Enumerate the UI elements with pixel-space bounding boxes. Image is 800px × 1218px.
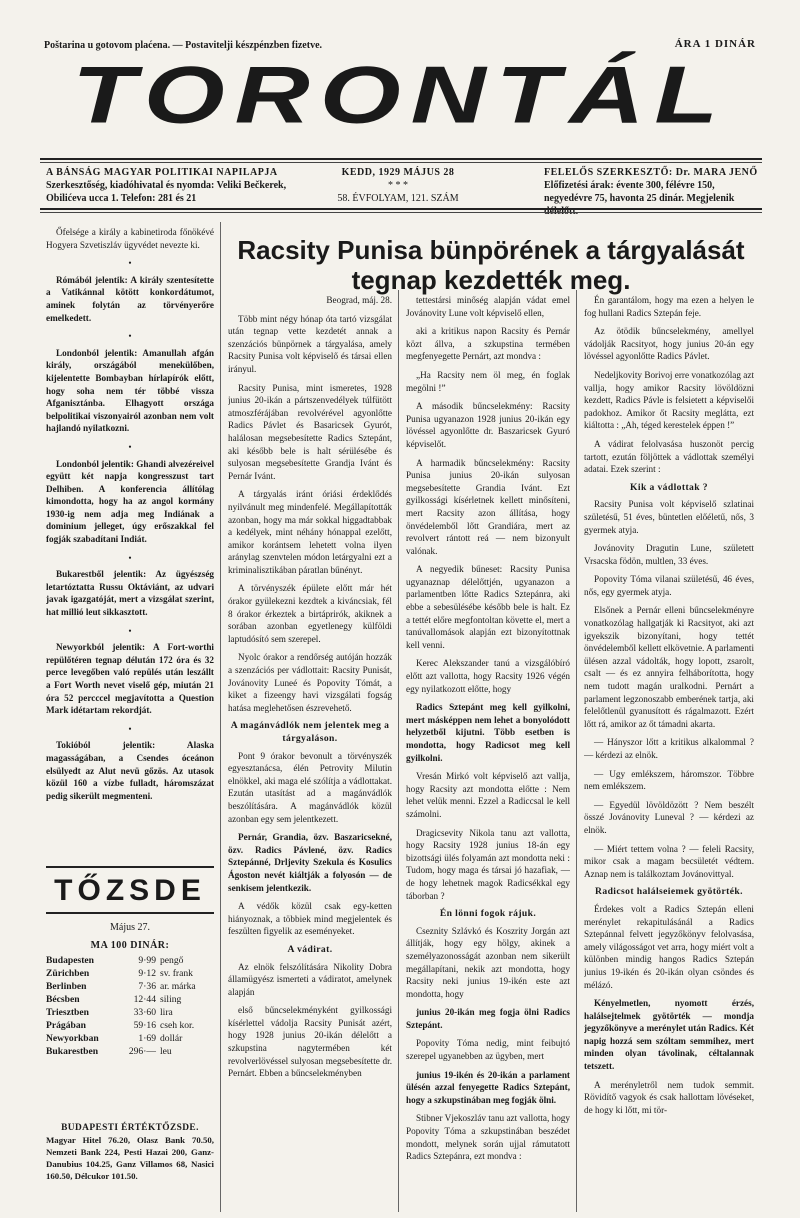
article-bold-paragraph: junius 19-ikén és 20-ikán a parlament ülésén azzal fenyegette Radics Sztepánt, hogy a szkupstinában meg fogják ölni. bbox=[406, 1069, 570, 1105]
budapest-exchange-title: BUDAPESTI ÉRTÉKTŐZSDE. bbox=[61, 1123, 199, 1133]
headline-line-1: Racsity Punisa bünpörének a tárgyalását bbox=[237, 235, 745, 265]
subscription-prices: Előfizetési árak: évente 300, félévre 150, negyedévre 75, havonta 25 dinár. Megjelenik délelőtt. bbox=[544, 180, 735, 217]
article-bold-paragraph: junius 20-ikán meg fogja ölni Radics Sztepánt. bbox=[406, 1007, 570, 1030]
exchange-head: MA 100 DINÁR: bbox=[90, 940, 170, 951]
article-paragraph: A vádirat felolvasása huszonöt percig tartott, ezután följöttek a vádlottak személyi adatai. Ezek szerint : bbox=[584, 438, 754, 475]
subheading: Kik a vádlottak ? bbox=[630, 481, 708, 493]
news-item: Bukarestből jelentik: Az ügyészség letartóztatta Russu Oktáviánt, az udvari javak igazgatóját, mert a vizsgálat szerint, hat millió leut sikkasztott. bbox=[46, 569, 214, 618]
exchange-rule-bottom bbox=[46, 912, 214, 914]
subheading: Én lönni fogok rájuk. bbox=[439, 908, 537, 920]
exchange-title: TŐZSDE bbox=[54, 874, 206, 907]
rate-unit: sv. frank bbox=[160, 968, 193, 979]
rate-row bbox=[46, 1045, 214, 1058]
rate-row bbox=[46, 954, 214, 967]
rate-row bbox=[46, 993, 214, 1006]
article-paragraph: Vresán Mirkó volt képviselő azt vallja, hogy Racsity azt mondotta előtte : Nem lehet velük menni. Ezzel a Radiccsal le kell számolni. bbox=[406, 771, 570, 819]
rate-unit: lira bbox=[160, 1007, 173, 1018]
rate-value: 33·60 bbox=[133, 1007, 156, 1018]
subheading: A magánvádlók nem jelentek meg a tárgyaláson. bbox=[230, 720, 390, 744]
news-item: Őfelsége a király a kabinetiroda főnökévé Hogyera Szvetiszláv ügyvédet nevezte ki. bbox=[46, 227, 214, 250]
article-paragraph: Jovánovity Dragutin Lune, született Vrsacska födön, multlen, 33 éves. bbox=[584, 543, 754, 566]
header-rule bbox=[40, 208, 762, 210]
dateline: Beograd, máj. 28. bbox=[326, 295, 392, 305]
price: ÁRA 1 DINÁR bbox=[674, 38, 756, 50]
article-paragraph: — Miért tettem volna ? — feleli Racsity, mikor csak a magam becsületét védtem. Aznap nem is találkoztam Jovánovittyal. bbox=[584, 843, 754, 879]
article-paragraph: A negyedik bűneset: Racsity Punisa ugyanaznap délelőttjén, ugyanazon a parlamentben lőtte Radics Sztepánra, aki ebbe a sebesülésébe később bele is halt. Ez a tettét előre megfontoltan követte el, mert a tanúvallomások alapján ezt bizonyítottnak kell venni. bbox=[406, 564, 570, 650]
separator-dot: • bbox=[128, 331, 132, 342]
rate-row bbox=[46, 1032, 214, 1045]
column-divider-mid bbox=[398, 290, 399, 1212]
article-paragraph: Cseznity Szlávkó és Koszrity Jorgán azt állítják, hogy egy hölgy, akinek a személyazonosságát azonban nem sikerült megállapítani, nekik azt mondotta, hogy Racsity neki junius 19-ikén este azt mondotta, hogy bbox=[406, 925, 570, 999]
news-item: Londonból jelentik: Ghandi alvezéreivel együtt két napja kongresszust tart Delhiben. A konferencia állítólag kimondotta, hogy ha az angol kormány 1930-ig nem adja meg Indiának a dominium jelleget, úgy erőszakkal fel fogják szabadítani Indiát. bbox=[46, 458, 214, 545]
article-paragraph: „Ha Racsity nem öl meg, én foglak megölni !” bbox=[406, 369, 570, 393]
masthead-rule-thin bbox=[40, 162, 762, 163]
issue-number: 58. ÉVFOLYAM, 121. SZÁM bbox=[337, 193, 459, 204]
article-column-3 bbox=[584, 294, 754, 1212]
separator-dot: • bbox=[128, 258, 132, 269]
rate-city: Prágában bbox=[46, 1020, 86, 1031]
article-paragraph: Racsity Punisa, mint ismeretes, 1928 junius 20-ikán a pártszenvedélyek túlfütött atmoszférájában revolvérével agyonlőtte Radics Pávlet és Basaricsek Gyurót, halálosan megsebesítette Radics Sztepánt, aki később bele is halt sérülésébe és sulyosan megsebesítette Grandja Ivánt és Pernár Ivánt. bbox=[228, 382, 392, 481]
article-column-2 bbox=[406, 294, 570, 1212]
article-bold-paragraph: Kényelmetlen, nyomott érzés, halálsejtelmek gyötörték — mondja jegyzőkönyve a merénylet után Radics. Két napig hozzá sem szóltam semmihez, mert minden olyan távolinak, céltalannak tetszett. bbox=[584, 998, 754, 1072]
article-paragraph: Én garantálom, hogy ma ezen a helyen le fog hullani Radics Sztepán feje. bbox=[584, 295, 754, 318]
article-paragraph: Popovity Tóma nedig, mint feibujtó szerepel ugyanebben az ügyben, mert bbox=[406, 1038, 570, 1062]
rate-unit: leu bbox=[160, 1046, 172, 1057]
article-paragraph: A tárgyalás iránt óriási érdeklődés nyilvánult meg mindenfelé. Megállapították azonban, hogy ma már sokkal higgadtabbak a kedélyek, mint néhány hónappal ezelőtt, amikor korántsem lehetett volna ilyen aránylag szenvtelen módon letárgyalni ezt a kriminalisztikában páratlan bűnényt. bbox=[228, 489, 392, 575]
article-column-1 bbox=[228, 294, 392, 1212]
separator-dot: • bbox=[128, 625, 132, 636]
subheading: Radicsot halálseiemek gyötörték. bbox=[595, 886, 743, 898]
article-paragraph: — Hányszor lőtt a kritikus alkalommal ? — kérdezi az elnök. bbox=[584, 737, 754, 760]
issue-date: KEDD, 1929 MÁJUS 28 bbox=[341, 167, 455, 178]
article-paragraph: Nyolc órakor a rendőrség autóján hozzák a szenzációs per vádlottait: Racsity Punisát, Jovánovity Luneé és Popovity Tómát, a kiket a fizeengy havi vizsgálati fogság hatása meglehetősen észrevehető. bbox=[228, 652, 392, 713]
main-headline bbox=[228, 236, 754, 294]
article-paragraph: Racsity Punisa volt képviselő szlatinai születésű, 51 éves, büntetlen előéletű, nős, 3 gyermek atyja. bbox=[584, 499, 754, 535]
rate-unit: siling bbox=[160, 994, 182, 1005]
header-left bbox=[46, 166, 296, 205]
rate-row bbox=[46, 980, 214, 993]
rate-value: 7·36 bbox=[138, 981, 156, 992]
rate-row bbox=[46, 1019, 214, 1032]
news-item: Londonból jelentik: Amanullah afgán király, országából menekülőben, kijelentette Bombayban hírlapírók előtt, hogy soha nem tér többé vissza Afganisztánba. Elhagyott országa belpolitikai viszonyairól azonban nem volt hajlandó nyilatkozni. bbox=[46, 347, 214, 434]
paper-subtitle: A BÁNSÁG MAGYAR POLITIKAI NAPILAPJA bbox=[46, 167, 278, 178]
exchange-rates-table bbox=[46, 954, 214, 1058]
article-paragraph: Az ötödik bűncselekmény, amellyel vádolják Racsityot, hogy junius 20-án egy lövéssel agyonlőtte Radics Pávlet. bbox=[584, 326, 754, 362]
header-right bbox=[544, 166, 758, 218]
article-paragraph: A törvényszék épülete előtt már hét órakor gyülekezni kezdtek a kiváncsiak, fél 8 órakor érkeztek a birtáprirók, akiknek a sorában azonban egyetlenegy külföldi laptudósító sem szerepel. bbox=[228, 583, 392, 644]
separator-dot: • bbox=[128, 441, 132, 452]
rate-value: 296·— bbox=[128, 1046, 156, 1057]
rate-unit: dollár bbox=[160, 1033, 183, 1044]
article-paragraph: Pont 9 órakor bevonult a törvényszék egyesztanácsa, élén Petrovity Milutin elnökkel, aki maga elé szólítja a vádlottakat. Ezután utasítást ad a magánvádlók beszólítására. A magánvádlók közül azonban egy sem jelentkezett. bbox=[228, 750, 392, 824]
news-briefs-column bbox=[46, 226, 214, 862]
header-stars: * * * bbox=[388, 180, 408, 191]
article-bold-paragraph: Radics Sztepánt meg kell gyilkolni, mert másképpen nem lehet a bonyolódott helyzetből kijutni. Több esetben is mondotta, hogy Radicsot meg kell gyilkolni. bbox=[406, 702, 570, 763]
article-paragraph: Stibner Vjekoszláv tanu azt vallotta, hogy Popovity Tóma a szkupstinában beszédet mondott, melynek során ujjal rámutatott Radics Sztepánra, ezt mondva : bbox=[406, 1113, 570, 1162]
rate-value: 9·99 bbox=[138, 955, 156, 966]
column-divider-left bbox=[220, 222, 221, 1212]
rate-unit: cseh kor. bbox=[160, 1020, 195, 1031]
article-paragraph: — Ugy emlékszem, háromszor. Többre nem emlékszem. bbox=[584, 768, 754, 792]
news-item: Newyorkból jelentik: A Fort-worthi repülőtéren tegnap délután 172 óra és 32 perce levegőben való repülés után leszállt a Fort Worth nevet viselő gép, miután 21 óra 52 percccel megjavította a Question Mark idétartam rekordját. bbox=[46, 642, 214, 716]
rate-value: 1·69 bbox=[138, 1033, 156, 1044]
article-paragraph: aki a kritikus napon Racsity és Pernár közt állva, a szkupstina termében megfenyegette Pernárt, azt mondva : bbox=[406, 326, 570, 362]
headline-line-2: tegnap kezdették meg. bbox=[351, 265, 631, 295]
rate-city: Budapesten bbox=[46, 955, 94, 966]
rate-row bbox=[46, 967, 214, 980]
article-paragraph: A merényletről nem tudok semmit. Rövidítő vagyok és csak hallottam lövéseket, de hogy ki lőtt, mi tör- bbox=[584, 1079, 754, 1115]
rate-city: Berlinben bbox=[46, 981, 87, 992]
news-item: Tokióból jelentik: Alaska magasságában, a Csendes óceánon elsülyedt az Alut nevü gőzös. Az utasok közül 160 a vízbe fulladt, háromszázat pedig sikerült megmenteni. bbox=[46, 740, 214, 801]
article-bold-paragraph: Pernár, Grandia, özv. Baszaricsekné, özv. Radics Pávlené, özv. Radics Sztepánné, Drljevity Szekula és Kosulics Ágoston nevét kiáltják a folyosón — de senkisem jelentkezik. bbox=[228, 832, 392, 893]
separator-dot: • bbox=[128, 723, 132, 734]
masthead-rule bbox=[40, 158, 762, 160]
article-paragraph: Nedeljkovity Borivoj erre vonatkozólag azt vallja, hogy amikor Racsity lövöldözni kezdett, Radics Pávle is felsietett a képviselői padokhoz. Amikor őt Racsity meglátta, ezt kiáltotta : „Ah, téged kerestelek éppen !” bbox=[584, 369, 754, 431]
rate-city: Bukarestben bbox=[46, 1046, 99, 1057]
news-item: Rómából jelentik: A király szentesítette a Vatikánnal kötött konkordátumot, aminek folytán az törvényerőre emelkedett. bbox=[46, 274, 214, 323]
editorial-address: Szerkesztőség, kiadóhivatal és nyomda: Veliki Bečkerek, Obilićeva ucca 1. Telefon: 281 és 21 bbox=[46, 180, 287, 204]
rate-city: Newyorkban bbox=[46, 1033, 99, 1044]
article-paragraph: Több mint négy hónap óta tartó vizsgálat után tegnap vette kezdetét annak a szenzációs bünpörnek a tárgyalása, amely Racsity Punisa volt képviselő és társai ellen irányul. bbox=[228, 313, 392, 374]
article-paragraph: első bűncselekményként gyilkossági kísérlettel vádolja Racsity Punisát azért, hogy 1928 junius 20-ikán délelőtt a szkupstina nagytermében két revolverlövéssel sulyosan megsebesítette dr. Pernárt. Ebben a bűncselekményben bbox=[228, 1005, 392, 1079]
column-divider-right bbox=[576, 290, 577, 1212]
editor-in-chief: FELELŐS SZERKESZTŐ: Dr. MARA JENŐ bbox=[544, 167, 758, 178]
header-middle bbox=[308, 166, 488, 205]
article-paragraph: Az elnök felszólítására Nikolity Dobra államügyész ismerteti a vádiratot, amelynek alapján bbox=[228, 961, 392, 997]
article-paragraph: — Egyedül lövöldözött ? Nem beszélt összé Jovánovity Luneval ? — kérdezi az elnök. bbox=[584, 799, 754, 835]
rate-value: 9·12 bbox=[138, 968, 156, 979]
article-paragraph: Kerec Alekszander tanú a vizsgálóbíró előtt azt vallotta, hogy Racsity 1926 végén egy nyilatkozott előtte, hogy bbox=[406, 658, 570, 694]
exchange-rule-top bbox=[46, 866, 214, 868]
separator-dot: • bbox=[128, 552, 132, 563]
rate-row bbox=[46, 1006, 214, 1019]
rate-city: Bécsben bbox=[46, 994, 80, 1005]
article-paragraph: A harmadik bűncselekmény: Racsity Punisa junius 20-ikán sulyosan megsebesítette Grandia Ivánt. Ezt gyilkossági kísérletnek kellett minősíteni, mert Racsity azon állítása, hogy önvédelemből lőtt Grandiára, mert az revolvert rántott reá — nem bizonyult valónak. bbox=[406, 457, 570, 556]
subheading: A vádirat. bbox=[287, 943, 333, 955]
rate-value: 59·16 bbox=[133, 1020, 156, 1031]
postage-notice: Poštarina u gotovom plaćena. — Postavitelji készpénzben fizetve. bbox=[44, 40, 323, 51]
budapest-exchange bbox=[46, 1122, 214, 1182]
article-paragraph: Dragicsevity Nikola tanu azt vallotta, hogy Racsity 1928 junius 18-án egy bizottsági ülés folyamán azt mondotta neki : Tudom, hogy maga és társai jó hazafiak, — de hogy lehetnek magok Radicsékkal egy táborban ? bbox=[406, 827, 570, 901]
rate-city: Triesztben bbox=[46, 1007, 89, 1018]
budapest-exchange-text: Magyar Hitel 76.20, Olasz Bank 70.50, Nemzeti Bank 224, Pesti Hazai 200, Ganz-Danubius 104.25, Ganz Villamos 68, Nasici 160.50, Délcukor 101.50. bbox=[46, 1135, 214, 1181]
article-paragraph: Popovity Tóma vilanai születésű, 46 éves, nős, egy gyermek atyja. bbox=[584, 574, 754, 597]
rate-value: 12·44 bbox=[133, 994, 156, 1005]
header-rule-thin bbox=[40, 212, 762, 213]
rate-city: Zürichben bbox=[46, 968, 90, 979]
article-paragraph: Elsőnek a Pernár elleni bűncselekményre vonatkozólag hallgatják ki Racsityot, aki azt igyekszik bizonyítani, hogy tettét önvédelemből kellett elkövetnie. A parlamenti ülésen azzal vádolták, hogy lopott, zsarolt, csalt — és ez annyira felháborította, hogy nem tudott magán uralkodni. Pernárt a parlament legzonoszabb emberének tartja, aki felelőtlenül gyanusított és rágalmazott. Ezért lőtt rá, amikor az őt támadni akarta. bbox=[584, 605, 754, 729]
article-paragraph: tettestársi minőség alapján vádat emel Jovánovity Lune volt képviselő ellen, bbox=[406, 295, 570, 318]
rate-unit: ar. márka bbox=[160, 981, 196, 992]
exchange-date: Május 27. bbox=[110, 922, 150, 933]
masthead-title: TORONTÁL bbox=[72, 49, 728, 141]
article-paragraph: Érdekes volt a Radics Sztepán elleni merénylet rekapitulásánál a Radics Sztepánnal felvett jegyzőkönyv felolvasása, amely világosságot vet arra, hogy miért volt a különben mindig hangos Radics Sztepán junius 19-ikén és 20-ikán olyan csöndes és mélázó. bbox=[584, 903, 754, 990]
article-paragraph: A második bűncselekmény: Racsity Punisa ugyanazon 1928 junius 20-ikán egy lövéssel agyonlőtte dr. Baszaricsek Gyuró képviselőt. bbox=[406, 401, 570, 449]
rate-unit: pengő bbox=[160, 955, 184, 966]
article-paragraph: A védők közül csak egy-ketten hiányoznak, a többiek mind megjelentek és feszülten figyelik az eseményeket. bbox=[228, 901, 392, 937]
